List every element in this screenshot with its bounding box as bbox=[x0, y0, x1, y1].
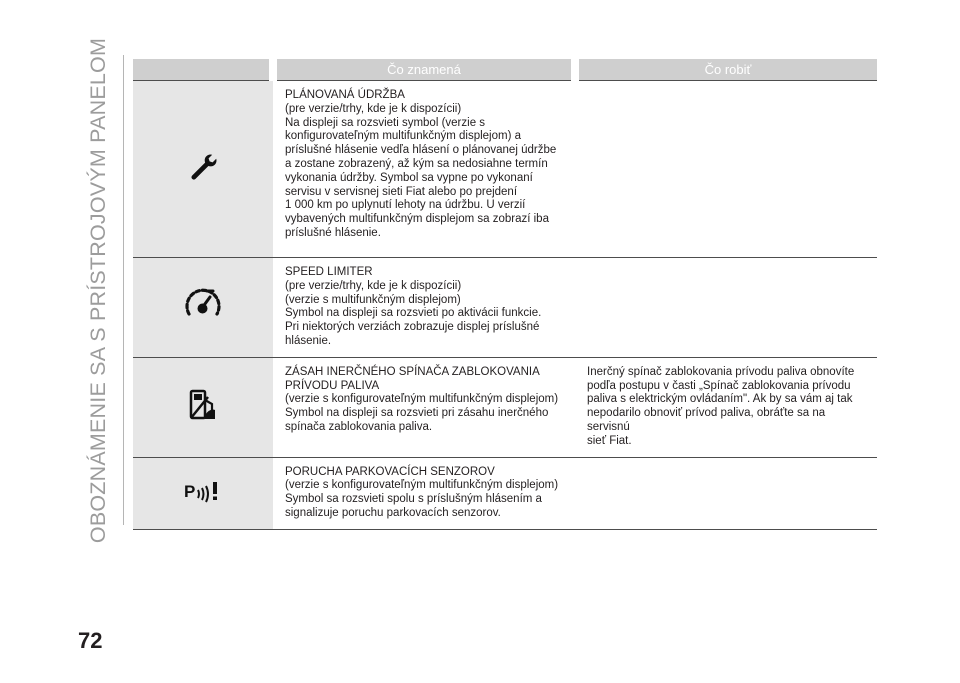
meaning-cell bbox=[273, 258, 575, 358]
meaning-text: SPEED LIMITER (pre verzie/trhy, kde je k dispozícii) (verzie s multifunkčným displejom) Symbol na displeji sa rozsvieti po aktivácii funkcie. Pri niektorých verziách zobrazuje displej príslušné hlásenie. bbox=[285, 266, 542, 347]
table-row bbox=[133, 457, 877, 529]
side-section-title-text: OBOZNÁMENIE SA S PRÍSTROJOVÝM PANELOM bbox=[86, 37, 111, 543]
speed-limiter-icon bbox=[183, 287, 223, 323]
header-icon-column bbox=[133, 59, 273, 81]
meaning-text: PLÁNOVANÁ ÚDRŽBA (pre verzie/trhy, kde je k dispozícii) Na displeji sa rozsvieti symbol (verzie s konfigurovateľným multifunkčným displejom) a príslušné hlásenie vedľa hlásení o plánovanej údržbe a zostane zobrazený, až kým sa nedosiahne termín vykonania údržby. Symbol sa vypne po vykonaní servisu v servisnej sieti Fiat alebo po prejdení 1 000 km po uplynutí lehoty na údržbu. U verzií vybavených multifunkčným displejom sa zobrazí iba príslušné hlásenie. bbox=[285, 89, 557, 239]
table-row bbox=[133, 357, 877, 457]
icon-cell bbox=[133, 81, 273, 258]
fuel-cutoff-icon bbox=[188, 388, 218, 422]
icon-cell bbox=[133, 357, 273, 457]
parking-sensor-fault-icon bbox=[183, 478, 223, 504]
action-cell bbox=[575, 258, 877, 358]
action-cell bbox=[575, 357, 877, 457]
action-cell bbox=[575, 457, 877, 529]
side-section-title bbox=[78, 37, 120, 543]
icon-cell bbox=[133, 457, 273, 529]
table-header-row bbox=[133, 59, 877, 81]
meaning-cell bbox=[273, 457, 575, 529]
side-divider bbox=[123, 55, 124, 525]
meaning-cell bbox=[273, 357, 575, 457]
action-cell bbox=[575, 81, 877, 258]
page-number: 72 bbox=[78, 628, 103, 653]
meaning-text: ZÁSAH INERČNÉHO SPÍNAČA ZABLOKOVANIA PRÍVODU PALIVA (verzie s konfigurovateľným multifunkčným displejom) Symbol na displeji sa rozsvieti pri zásahu inerčného spínača zablokovania paliva. bbox=[285, 365, 559, 433]
table-row bbox=[133, 81, 877, 258]
wrench-icon bbox=[188, 152, 218, 182]
icon-cell bbox=[133, 258, 273, 358]
table-row bbox=[133, 258, 877, 358]
action-text: Inerčný spínač zablokovania prívodu paliva obnovíte podľa postupu v časti „Spínač zablokovania prívodu paliva s elektrickým ovládaním". Ak by sa vám aj tak nepodarilo obnoviť prívod paliva, obráťte sa na servisnú sieť Fiat. bbox=[587, 365, 855, 447]
meaning-text: PORUCHA PARKOVACÍCH SENZOROV (verzie s konfigurovateľným multifunkčným displejom) Symbol sa rozsvieti spolu s príslušným hlásením a signalizuje poruchu parkovacích senzorov. bbox=[285, 465, 559, 519]
svg-text:P: P bbox=[184, 481, 196, 501]
warning-lights-table bbox=[133, 59, 877, 530]
header-action: Čo robiť bbox=[575, 59, 877, 81]
header-meaning: Čo znamená bbox=[273, 59, 575, 81]
meaning-cell bbox=[273, 81, 575, 258]
